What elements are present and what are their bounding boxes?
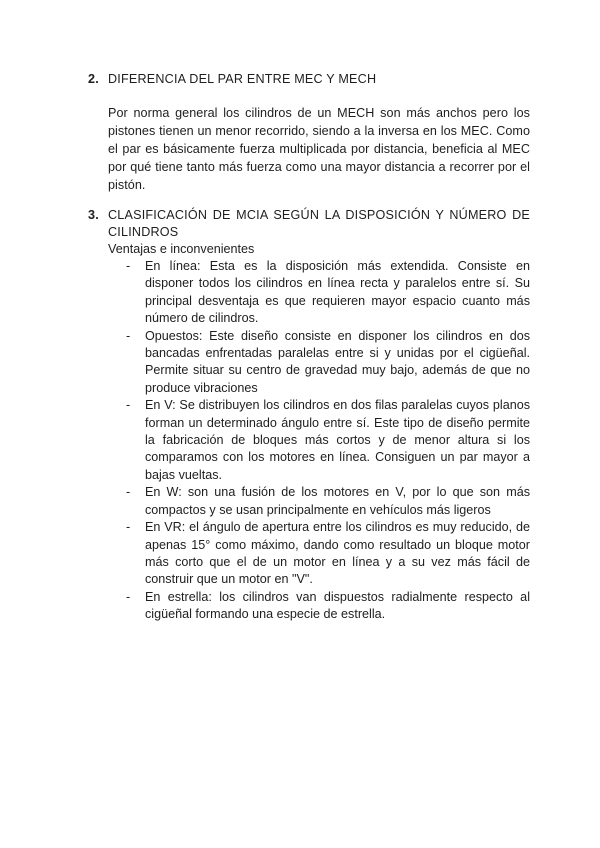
list-item-text: En línea: Esta es la disposición más extendida. Consiste en disponer todos los cilindros en línea recta y paralelos entre sí. Su principal desventaja es que requieren mayor espacio cuanto más número de cilindros. [145, 259, 530, 326]
list-item [126, 519, 530, 589]
section-paragraph: Por norma general los cilindros de un MECH son más anchos pero los pistones tienen un menor recorrido, siendo a la inversa en los MEC. Como el par es básicamente fuerza multiplicada por distancia, beneficia al MEC por qué tiene tanto más fuerza como una mayor distancia a recorrer por el pistón. [108, 106, 530, 192]
list-item-text: Opuestos: Este diseño consiste en disponer los cilindros en dos bancadas enfrentadas paralelas entre si y unidas por el cigüeñal. Permite situar su centro de gravedad muy bajo, además de que no produce vibraciones [145, 328, 530, 395]
section-title: DIFERENCIA DEL PAR ENTRE MEC Y MECH [108, 72, 377, 86]
list-item-text: En V: Se distribuyen los cilindros en dos filas paralelas cuyos planos forman un determinado ángulo entre sí. Este tipo de diseño permite la fabricación de bloques más cortos y de menor altura si los comparamos con los motores en línea. Consiguen un par mayor a bajas vueltas. [145, 398, 530, 482]
list-item-text: En estrella: los cilindros van dispuestos radialmente respecto al cigüeñal formando una especie de estrella. [145, 589, 530, 622]
list-item [126, 258, 530, 328]
list-item [126, 397, 530, 484]
section-number: 2. [88, 72, 99, 86]
list-item-text: En W: son una fusión de los motores en V, por lo que son más compactos y se usan principalmente en vehículos más ligeros [145, 485, 530, 517]
section-3 [88, 207, 530, 624]
list-item-text: En VR: el ángulo de apertura entre los cilindros es muy reducido, de apenas 15° como máximo, dando como resultado un bloque motor más corto que el de un motor en línea y a su vez más fácil de construir que un motor en "V". [145, 520, 530, 587]
section-heading [88, 71, 530, 88]
section-title: CLASIFICACIÓN DE MCIA SEGÚN LA DISPOSICIÓN Y NÚMERO DE CILINDROS [108, 208, 530, 239]
bullet-dash: - [126, 328, 131, 343]
bullet-dash: - [126, 259, 131, 273]
section-subtitle: Ventajas e inconvenientes [108, 242, 255, 256]
bullet-dash: - [126, 589, 131, 604]
bullet-dash: - [126, 485, 131, 500]
bullet-list [88, 258, 530, 624]
section-number: 3. [88, 208, 99, 222]
bullet-dash: - [126, 398, 131, 413]
bullet-dash: - [126, 520, 131, 535]
section-2 [88, 71, 530, 194]
section-heading [88, 207, 530, 241]
list-item [126, 328, 530, 398]
list-item [126, 484, 530, 519]
list-item [126, 589, 530, 624]
